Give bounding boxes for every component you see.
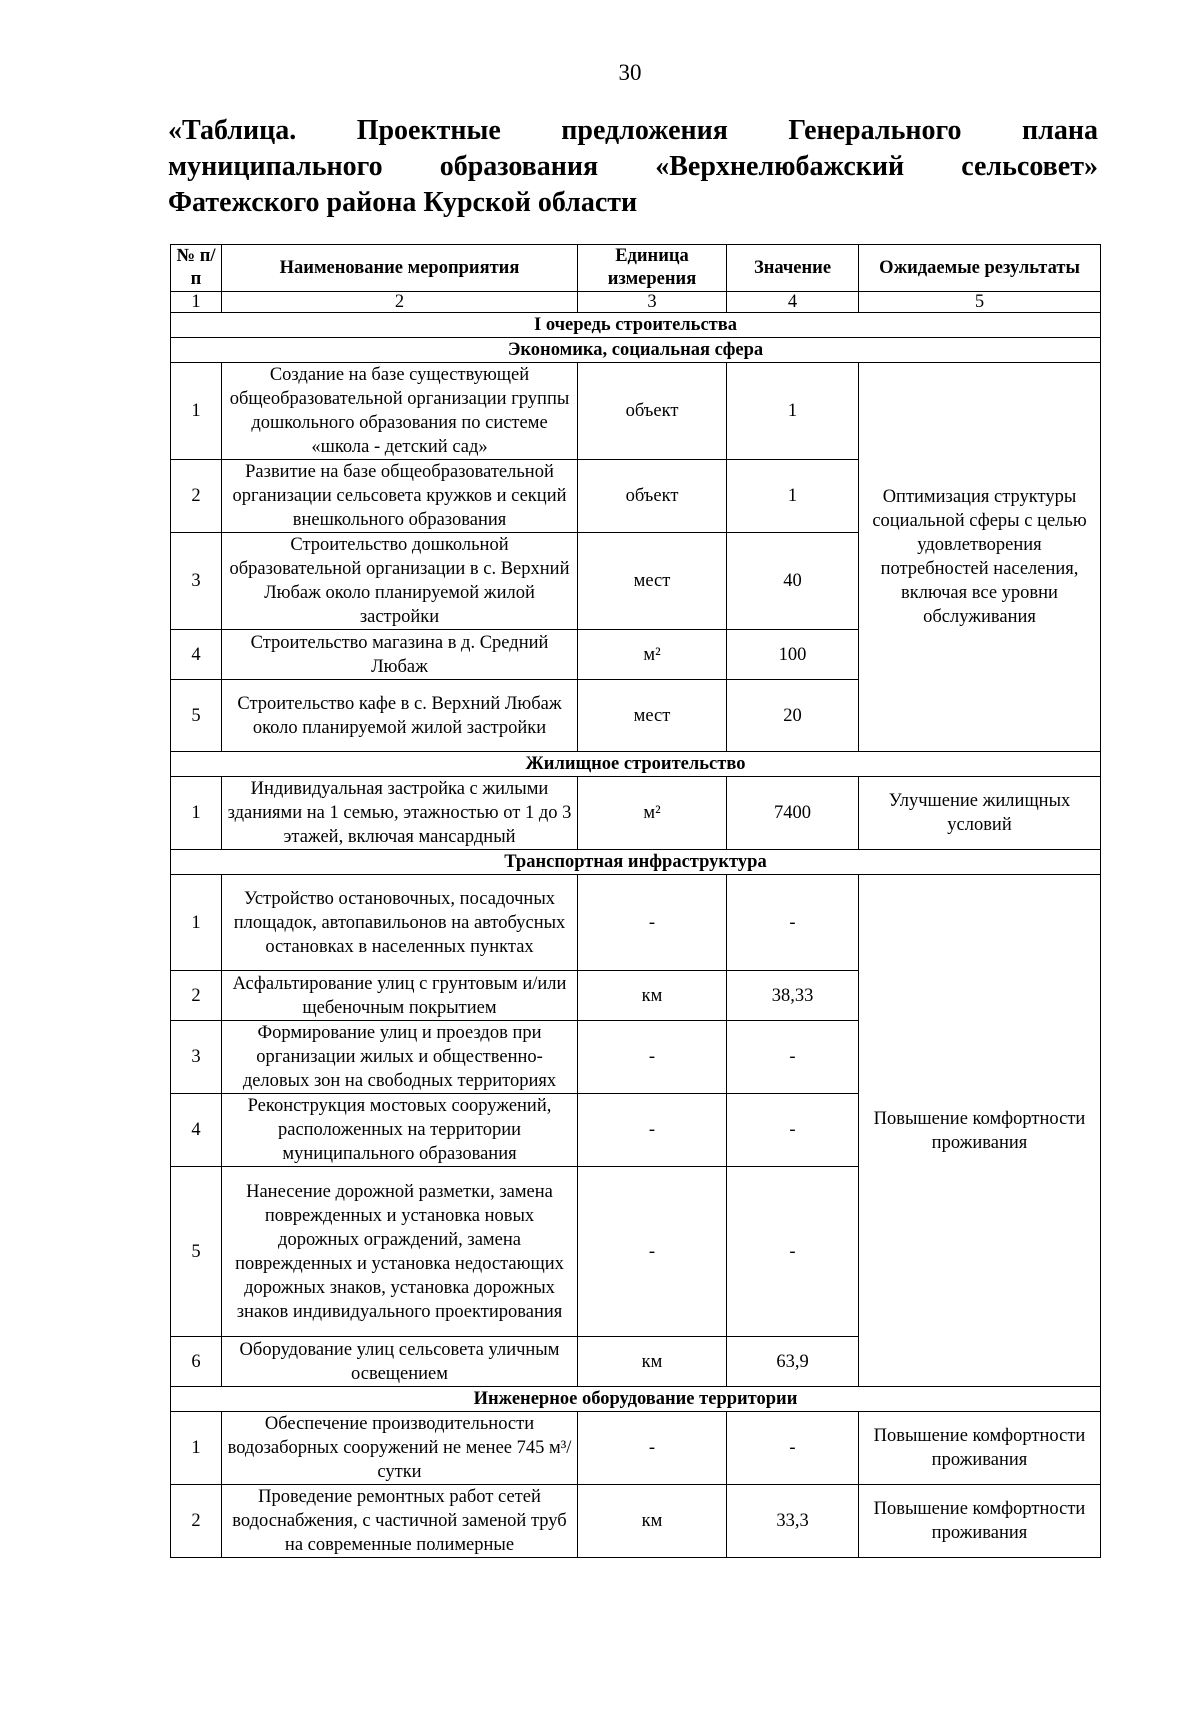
- row-unit: м²: [578, 777, 727, 850]
- row-value: -: [727, 1167, 859, 1337]
- column-number: 4: [727, 292, 859, 313]
- row-value: 40: [727, 533, 859, 630]
- section-title-economy: Экономика, социальная сфера: [171, 338, 1101, 363]
- row-value: 33,3: [727, 1485, 859, 1558]
- row-unit: -: [578, 875, 727, 971]
- row-value: 63,9: [727, 1337, 859, 1387]
- row-value: 38,33: [727, 971, 859, 1021]
- row-name: Строительство дошкольной образовательной организации в с. Верхний Любаж около планируемой жилой застройки: [222, 533, 578, 630]
- row-name: Нанесение дорожной разметки, замена поврежденных и установка новых дорожных ограждений, замена поврежденных и установка недостающих дорожных знаков, установка дорожных знаков индивидуального проектирования: [222, 1167, 578, 1337]
- row-unit: -: [578, 1021, 727, 1094]
- row-num: 2: [171, 1485, 222, 1558]
- row-name: Устройство остановочных, посадочных площадок, автопавильонов на автобусных остановках в населенных пунктах: [222, 875, 578, 971]
- table-row: [171, 363, 1101, 460]
- table-row: [171, 1485, 1101, 1558]
- section-row: [171, 1387, 1101, 1412]
- row-num: 1: [171, 777, 222, 850]
- section-row: [171, 752, 1101, 777]
- section-title-transport: Транспортная инфраструктура: [171, 850, 1101, 875]
- document-title: [168, 113, 1098, 221]
- title-word: «Верхнелюбажский: [655, 151, 905, 182]
- title-word: плана: [1021, 115, 1098, 146]
- title-word: предложения: [561, 115, 728, 146]
- row-name: Реконструкция мостовых сооружений, расположенных на территории муниципального образования: [222, 1094, 578, 1167]
- row-unit: км: [578, 1485, 727, 1558]
- row-unit: объект: [578, 460, 727, 533]
- title-line-3: Фатежского района Курской области: [168, 187, 638, 218]
- row-result: Повышение комфортности проживания: [859, 875, 1101, 1387]
- row-unit: мест: [578, 533, 727, 630]
- header-row: [171, 245, 1101, 292]
- title-word: муниципального: [168, 151, 383, 182]
- row-num: 4: [171, 1094, 222, 1167]
- stage-title: I очередь строительства: [171, 313, 1101, 338]
- row-value: 1: [727, 363, 859, 460]
- row-result: Оптимизация структуры социальной сферы с целью удовлетворения потребностей населения, включая все уровни обслуживания: [859, 363, 1101, 752]
- row-num: 4: [171, 630, 222, 680]
- row-name: Асфальтирование улиц с грунтовым и/или щебеночным покрытием: [222, 971, 578, 1021]
- table-row: [171, 777, 1101, 850]
- column-number: 5: [859, 292, 1101, 313]
- section-row: [171, 338, 1101, 363]
- column-number: 3: [578, 292, 727, 313]
- title-line-1: [168, 113, 1098, 149]
- section-row: [171, 850, 1101, 875]
- row-unit: -: [578, 1094, 727, 1167]
- row-num: 1: [171, 363, 222, 460]
- column-numbers-row: [171, 292, 1101, 313]
- header-name: Наименование мероприятия: [222, 245, 578, 292]
- title-word: «Таблица.: [168, 115, 297, 146]
- title-line-2: [168, 149, 1098, 185]
- row-result: Повышение комфортности проживания: [859, 1485, 1101, 1558]
- row-value: -: [727, 1094, 859, 1167]
- row-result: Улучшение жилищных условий: [859, 777, 1101, 850]
- row-name: Создание на базе существующей общеобразовательной организации группы дошкольного образования по системе «школа - детский сад»: [222, 363, 578, 460]
- row-unit: -: [578, 1167, 727, 1337]
- title-word: образования: [439, 151, 599, 182]
- header-result: Ожидаемые результаты: [859, 245, 1101, 292]
- row-unit: -: [578, 1412, 727, 1485]
- column-number: 2: [222, 292, 578, 313]
- row-unit: объект: [578, 363, 727, 460]
- row-unit: км: [578, 1337, 727, 1387]
- row-value: -: [727, 875, 859, 971]
- page-number: 30: [618, 60, 642, 85]
- table-row: [171, 875, 1101, 971]
- row-value: 20: [727, 680, 859, 752]
- row-value: -: [727, 1021, 859, 1094]
- row-value: 100: [727, 630, 859, 680]
- row-num: 2: [171, 460, 222, 533]
- proposals-table: [170, 244, 1101, 1558]
- row-num: 3: [171, 533, 222, 630]
- row-name: Строительство магазина в д. Средний Любаж: [222, 630, 578, 680]
- row-value: -: [727, 1412, 859, 1485]
- section-title-engineering: Инженерное оборудование территории: [171, 1387, 1101, 1412]
- row-num: 2: [171, 971, 222, 1021]
- row-num: 5: [171, 1167, 222, 1337]
- row-name: Индивидуальная застройка с жилыми зданиями на 1 семью, этажностью от 1 до 3 этажей, включая мансардный: [222, 777, 578, 850]
- row-num: 1: [171, 875, 222, 971]
- row-num: 3: [171, 1021, 222, 1094]
- row-num: 6: [171, 1337, 222, 1387]
- section-title-housing: Жилищное строительство: [171, 752, 1101, 777]
- header-num: № п/п: [171, 245, 222, 292]
- row-name: Обеспечение производительности водозаборных сооружений не менее 745 м³/сутки: [222, 1412, 578, 1485]
- row-unit: км: [578, 971, 727, 1021]
- stage-row: [171, 313, 1101, 338]
- row-value: 7400: [727, 777, 859, 850]
- row-result: Повышение комфортности проживания: [859, 1412, 1101, 1485]
- row-name: Развитие на базе общеобразовательной организации сельсовета кружков и секций внешкольного образования: [222, 460, 578, 533]
- column-number: 1: [171, 292, 222, 313]
- row-name: Оборудование улиц сельсовета уличным освещением: [222, 1337, 578, 1387]
- row-unit: м²: [578, 630, 727, 680]
- table-row: [171, 1412, 1101, 1485]
- row-name: Проведение ремонтных работ сетей водоснабжения, с частичной заменой труб на современные полимерные: [222, 1485, 578, 1558]
- row-num: 5: [171, 680, 222, 752]
- header-unit: Единица измерения: [578, 245, 727, 292]
- row-unit: мест: [578, 680, 727, 752]
- row-num: 1: [171, 1412, 222, 1485]
- row-name: Формирование улиц и проездов при организации жилых и общественно-деловых зон на свободных территориях: [222, 1021, 578, 1094]
- title-word: Генерального: [788, 115, 962, 146]
- header-value: Значение: [727, 245, 859, 292]
- row-value: 1: [727, 460, 859, 533]
- title-word: сельсовет»: [961, 151, 1098, 182]
- title-word: Проектные: [356, 115, 501, 146]
- row-name: Строительство кафе в с. Верхний Любаж около планируемой жилой застройки: [222, 680, 578, 752]
